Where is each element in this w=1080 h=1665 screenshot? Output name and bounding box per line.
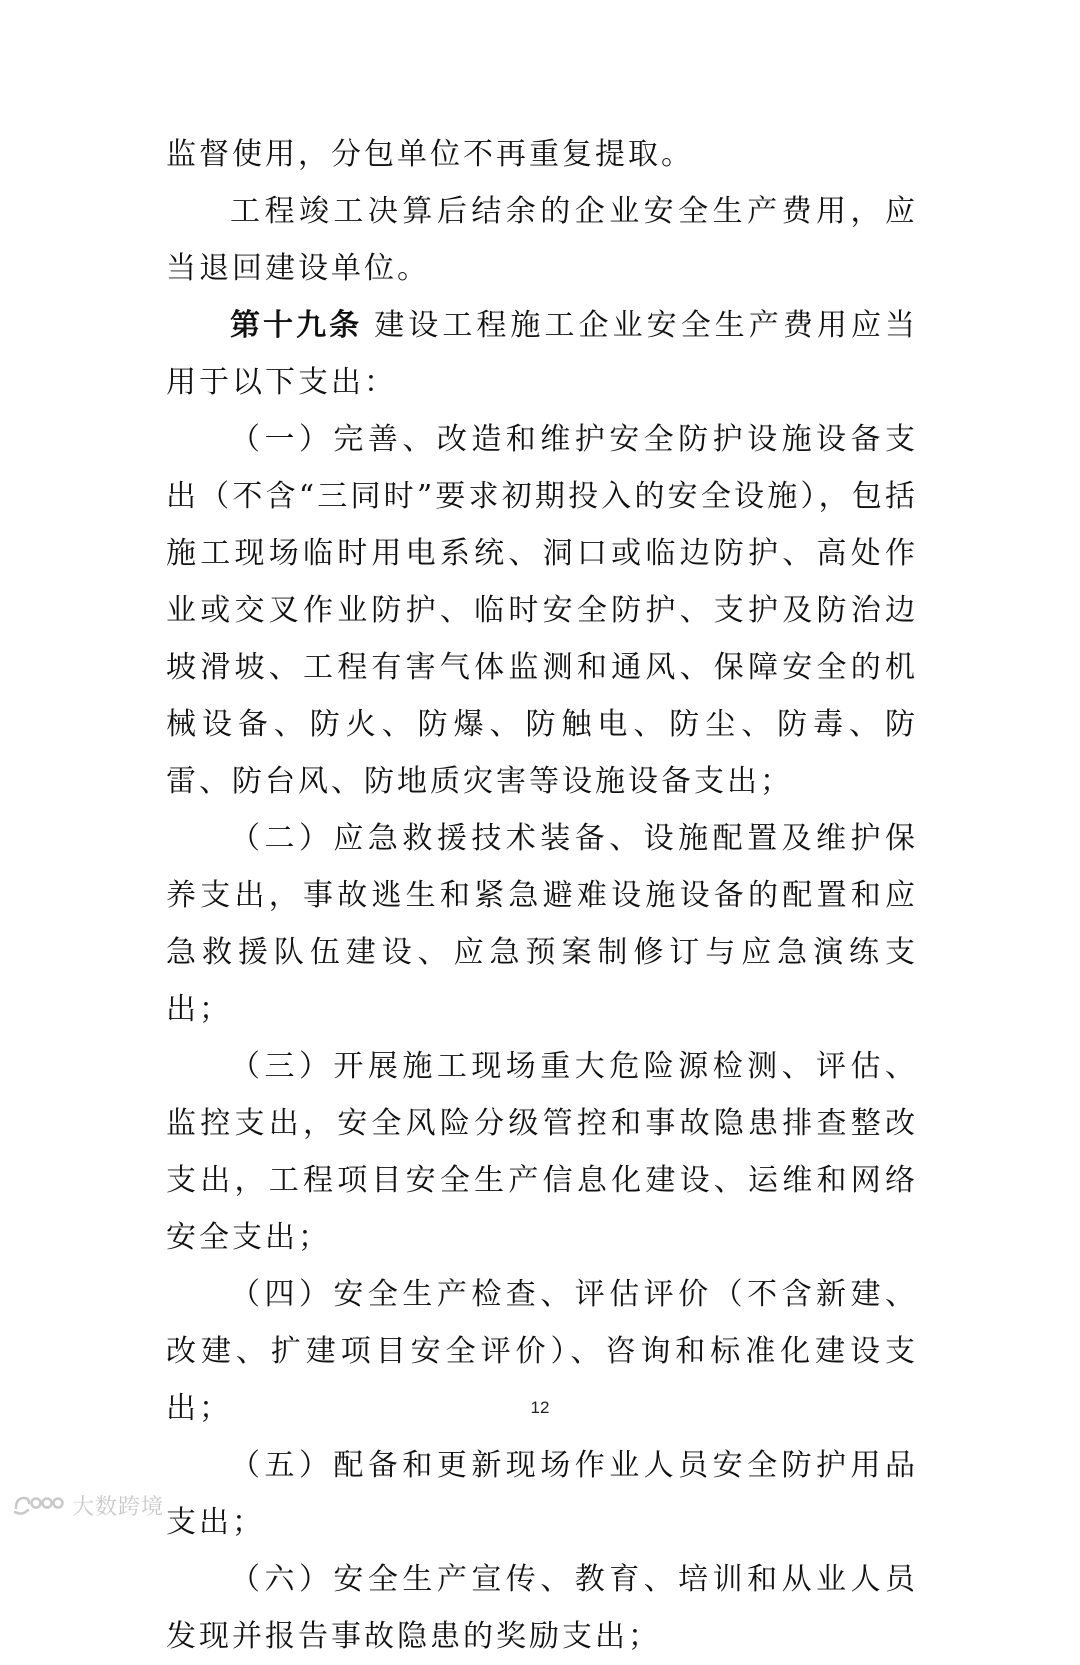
document-body — [166, 126, 918, 1665]
article-number: 第十九条 — [230, 308, 363, 343]
paragraph-item-4: （四）安全生产检查、评估评价（不含新建、改建、扩建项目安全评价）、咨询和标准化建设支出； — [166, 1277, 918, 1426]
paragraph-article-19 — [166, 297, 918, 411]
article-text: 建设工程施工企业安全生产费用应当用于以下支出： — [166, 308, 919, 400]
brand-logo-icon — [12, 1494, 66, 1518]
watermark-text: 大数跨境 — [72, 1495, 165, 1520]
paragraph-continuation: 监督使用，分包单位不再重复提取。 — [166, 137, 694, 172]
paragraph-surplus-refund: 工程竣工决算后结余的企业安全生产费用，应当退回建设单位。 — [166, 194, 918, 286]
paragraph-item-6: （六）安全生产宣传、教育、培训和从业人员发现并报告事故隐患的奖励支出； — [166, 1562, 918, 1654]
paragraph-item-3: （三）开展施工现场重大危险源检测、评估、监控支出，安全风险分级管控和事故隐患排查整改支出，工程项目安全生产信息化建设、运维和网络安全支出； — [166, 1049, 918, 1255]
paragraph-item-5: （五）配备和更新现场作业人员安全防护用品支出； — [166, 1448, 918, 1540]
page-number: 12 — [530, 1398, 550, 1417]
paragraph-item-1: （一）完善、改造和维护安全防护设施设备支出（不含“三同时”要求初期投入的安全设施），包括施工现场临时用电系统、洞口或临边防护、高处作业或交叉作业防护、临时安全防护、支护及防治边坡滑坡、工程有害气体监测和通风、保障安全的机械设备、防火、防爆、防触电、防尘、防毒、防雷、防台风、防地质灾害等设施设备支出； — [166, 422, 918, 799]
watermark — [12, 1490, 164, 1521]
paragraph-item-2: （二）应急救援技术装备、设施配置及维护保养支出，事故逃生和紧急避难设施设备的配置和应急救援队伍建设、应急预案制修订与应急演练支出； — [166, 821, 918, 1027]
